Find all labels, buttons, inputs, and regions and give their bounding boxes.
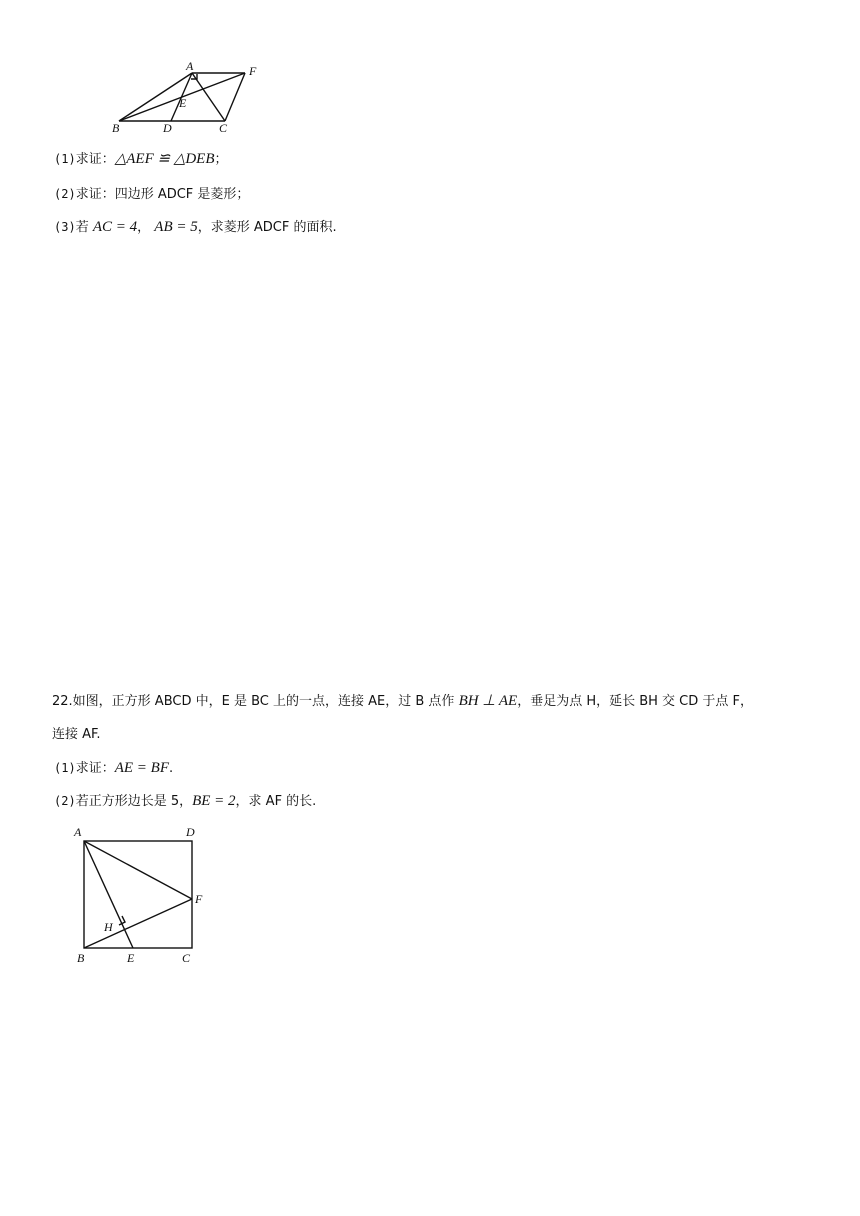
label-H: H xyxy=(104,920,113,934)
label-C: C xyxy=(182,951,191,965)
label-F: F xyxy=(195,892,203,906)
q22-stem-line2: 连接 AF. xyxy=(52,727,101,742)
q22-part2: (2)若正方形边长是 5，BE = 2，求 AF 的长. xyxy=(54,793,317,809)
label-B: B xyxy=(77,951,85,965)
label-B: B xyxy=(112,121,120,135)
q21-part3: (3)若 AC = 4， AB = 5，求菱形 ADCF 的面积. xyxy=(54,219,337,235)
label-E: E xyxy=(127,951,135,965)
q21-figure xyxy=(105,60,265,138)
label-A: A xyxy=(186,60,194,73)
q22-part1: (1)求证：AE = BF. xyxy=(54,760,174,776)
q21-part1: (1)求证：△AEF ≌ △DEB； xyxy=(54,151,228,167)
label-C: C xyxy=(219,121,228,135)
q21-part2: (2)求证：四边形 ADCF 是菱形； xyxy=(54,187,250,202)
label-F: F xyxy=(249,64,257,78)
q22-figure xyxy=(70,822,220,972)
label-A: A xyxy=(74,825,82,839)
q22-stem-line1: 22.如图，正方形 ABCD 中，E 是 BC 上的一点，连接 AE，过 B 点作 BH ⊥ AE，垂足为点 H，延长 BH 交 CD 于点 F， xyxy=(52,693,754,709)
label-D: D xyxy=(163,121,172,135)
label-E: E xyxy=(179,96,187,110)
label-D: D xyxy=(186,825,195,839)
